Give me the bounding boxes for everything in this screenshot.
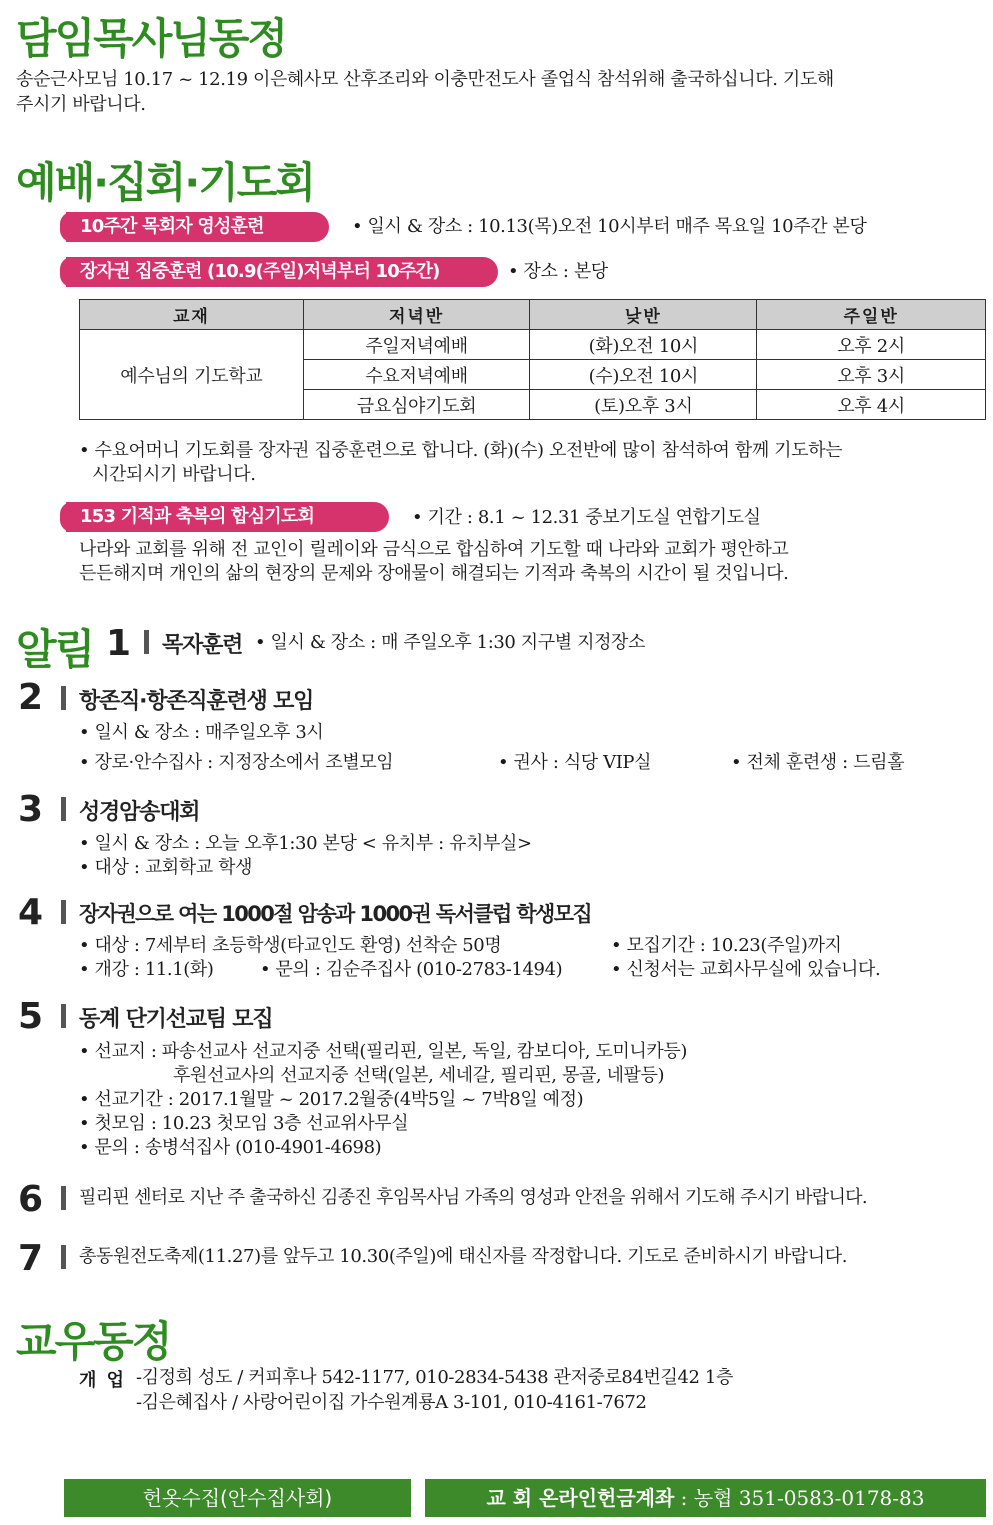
pastor-news-title: 담임목사님동정 (16, 14, 287, 63)
notice-3-line-1: • 일시 & 장소 : 오늘 오후1:30 본당 < 유치부 : 유치부실> (79, 833, 532, 854)
table-cell: 오후 3시 (757, 360, 986, 390)
notice-4-line-2b: • 문의 : 김순주집사 (010-2783-1494) (260, 959, 563, 980)
pill-intensive-training: 장자권 집중훈련 (10.9(주일)저녁부터 10주간) (66, 257, 498, 287)
divider-bar (144, 630, 149, 654)
notices-title: 알림 (16, 625, 94, 674)
table-cell: 오후 4시 (757, 390, 986, 420)
notice-5-line-4: • 첫모임 : 10.23 첫모임 3층 선교위사무실 (79, 1113, 409, 1134)
notice-5-line-5: • 문의 : 송병석집사 (010-4901-4698) (79, 1137, 382, 1158)
notice-4-line-1b: • 모집기간 : 10.23(주일)까지 (611, 935, 842, 956)
members-line-2: -김은혜집사 / 사랑어린이집 가수원계룡A 3-101, 010-4161-7672 (136, 1392, 647, 1413)
table-cell: 금요심야기도회 (303, 390, 530, 420)
notice-4-line-2a: • 개강 : 11.1(화) (79, 959, 214, 980)
divider-bar (61, 900, 66, 924)
prayer-desc-1: 나라와 교회를 위해 전 교인이 릴레이와 금식으로 합심하여 기도할 때 나라와 교회가 평안하고 (79, 539, 789, 560)
notice-number-4: 4 (18, 892, 44, 933)
table-cell: 오후 2시 (757, 330, 986, 360)
divider-bar (61, 1245, 66, 1269)
footer-clothes-collection: 헌옷수집(안수집사회) (64, 1479, 411, 1517)
notice-5-title: 동계 단기선교팀 모집 (79, 1007, 273, 1032)
notice-2-line-2b: • 권사 : 식당 VIP실 (498, 752, 652, 773)
pill-intensive-training-info: • 장소 : 본당 (508, 261, 608, 282)
notice-1-info: • 일시 & 장소 : 매 주일오후 1:30 지구별 지정장소 (255, 632, 646, 653)
members-line-1: -김정희 성도 / 커피후나 542-1177, 010-2834-5438 관저중로84번길42 1층 (136, 1367, 733, 1388)
notice-2-title: 항존직·항존직훈련생 모임 (79, 689, 314, 714)
notice-number-6: 6 (18, 1179, 44, 1220)
table-cell: (토)오후 3시 (530, 390, 757, 420)
table-cell: 주일저녁예배 (303, 330, 530, 360)
notice-2-line-1: • 일시 & 장소 : 매주일오후 3시 (79, 722, 324, 743)
notice-4-line-1a: • 대상 : 7세부터 초등학생(타교인도 환영) 선착순 50명 (79, 935, 502, 956)
notice-4-title: 장자권으로 여는 1000절 암송과 1000권 독서클럽 학생모집 (79, 902, 592, 926)
notice-number-1: 1 (106, 623, 132, 664)
notice-number-2: 2 (18, 677, 44, 718)
table-header-cell: 저녁반 (303, 300, 530, 330)
notice-3-title: 성경암송대회 (79, 800, 200, 825)
table-header-cell: 교재 (80, 300, 304, 330)
divider-bar (61, 797, 66, 821)
pastor-news-text-2: 주시기 바랍니다. (16, 94, 146, 115)
training-schedule-table (79, 299, 986, 420)
table-cell-textbook: 예수님의 기도학교 (80, 330, 304, 420)
notice-7-text: 총동원전도축제(11.27)를 앞두고 10.30(주일)에 태신자를 작정합니다. 기도로 준비하시기 바랍니다. (79, 1246, 848, 1267)
notice-number-5: 5 (18, 996, 44, 1037)
wednesday-note-2: 시간되시기 바랍니다. (92, 464, 256, 485)
table-header-row (80, 300, 986, 330)
wednesday-note-1: • 수요어머니 기도회를 장자권 집중훈련으로 합니다. (화)(수) 오전반에 많이 참석하여 함께 기도하는 (79, 440, 843, 461)
notice-6-text: 필리핀 센터로 지난 주 출국하신 김종진 후임목사님 가족의 영성과 안전을 위해서 기도해 주시기 바랍니다. (79, 1187, 867, 1208)
pill-pastor-training: 10주간 목회자 영성훈련 (66, 212, 329, 242)
notice-4-line-2c: • 신청서는 교회사무실에 있습니다. (611, 959, 881, 980)
table-cell: (화)오전 10시 (530, 330, 757, 360)
notice-number-3: 3 (18, 789, 44, 830)
notice-3-line-2: • 대상 : 교회학교 학생 (79, 857, 253, 878)
footer-offering-label: 교 회 온라인헌금계좌 (486, 1486, 675, 1510)
members-title: 교우동정 (16, 1317, 171, 1366)
prayer-desc-2: 든든해지며 개인의 삶의 현장의 문제와 장애물이 해결되는 기적과 축복의 시간이 될 것입니다. (79, 563, 789, 584)
worship-title: 예배·집회·기도회 (16, 158, 314, 207)
footer-offering-account: : 농협 351-0583-0178-83 (674, 1486, 925, 1510)
pill-153-prayer: 153 기적과 축복의 합심기도회 (66, 502, 389, 532)
pastor-news-text-1: 송순근사모님 10.17 ~ 12.19 이은혜사모 산후조리와 이충만전도사 졸업식 참석위해 출국하십니다. 기도해 (16, 69, 834, 90)
notice-5-line-1: • 선교지 : 파송선교사 선교지중 선택(필리핀, 일본, 독일, 캄보디아, 도미니카등) (79, 1041, 687, 1062)
table-cell: (수)오전 10시 (530, 360, 757, 390)
members-label-opening: 개 업 (79, 1370, 127, 1391)
divider-bar (61, 1004, 66, 1028)
notice-2-line-2c: • 전체 훈련생 : 드림홀 (731, 752, 905, 773)
table-header-cell: 낮반 (530, 300, 757, 330)
pill-153-prayer-info: • 기간 : 8.1 ~ 12.31 중보기도실 연합기도실 (412, 507, 761, 528)
divider-bar (61, 686, 66, 710)
pill-pastor-training-info: • 일시 & 장소 : 10.13(목)오전 10시부터 매주 목요일 10주간 본당 (352, 216, 867, 237)
footer-online-offering (425, 1479, 986, 1517)
table-row (80, 330, 986, 360)
divider-bar (61, 1186, 66, 1210)
notice-number-7: 7 (18, 1238, 44, 1279)
notice-2-line-2a: • 장로·안수집사 : 지정장소에서 조별모임 (79, 752, 394, 773)
notice-5-line-2: 후원선교사의 선교지중 선택(일본, 세네갈, 필리핀, 몽골, 네팔등) (173, 1065, 665, 1086)
table-header-cell: 주일반 (757, 300, 986, 330)
table-cell: 수요저녁예배 (303, 360, 530, 390)
notice-1-title: 목자훈련 (162, 633, 243, 658)
notice-5-line-3: • 선교기간 : 2017.1월말 ~ 2017.2월중(4박5일 ~ 7박8일 예정) (79, 1089, 584, 1110)
